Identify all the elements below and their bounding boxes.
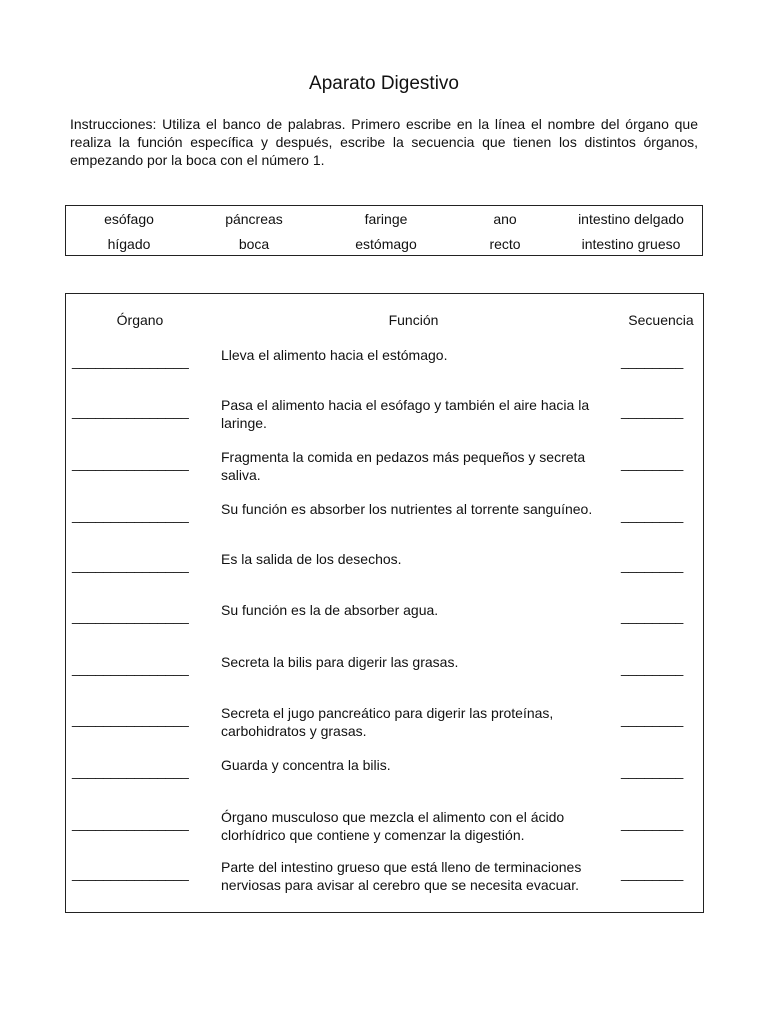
organ-answer-blank[interactable]: _______________	[72, 711, 189, 727]
sequence-answer-blank[interactable]: ________	[621, 711, 684, 727]
page-title: Aparato Digestivo	[309, 73, 459, 94]
function-text: Lleva el alimento hacia el estómago.	[221, 347, 448, 363]
header-sequence: Secuencia	[628, 312, 694, 328]
word-bank-item: ano	[493, 211, 517, 227]
header-organ: Órgano	[116, 312, 164, 328]
organ-answer-blank[interactable]: _______________	[72, 660, 189, 676]
worksheet-table	[65, 293, 704, 913]
word-bank-item: faringe	[364, 211, 408, 227]
organ-answer-blank[interactable]: _______________	[72, 815, 189, 831]
word-bank-item: esófago	[104, 211, 154, 227]
sequence-answer-blank[interactable]: ________	[621, 660, 684, 676]
function-text: Órgano musculoso que mezcla el alimento con el ácido clorhídrico que contiene y comenzar la digestión.	[221, 809, 565, 843]
organ-answer-blank[interactable]: _______________	[72, 455, 189, 471]
word-bank-item: boca	[238, 236, 270, 252]
sequence-answer-blank[interactable]: ________	[621, 403, 684, 419]
word-bank-item: estómago	[355, 236, 417, 252]
function-text: Fragmenta la comida en pedazos más pequeños y secreta saliva.	[221, 449, 586, 483]
function-text: Guarda y concentra la bilis.	[221, 757, 391, 773]
function-text: Su función es absorber los nutrientes al torrente sanguíneo.	[221, 501, 593, 517]
function-text: Secreta la bilis para digerir las grasas.	[221, 654, 459, 670]
sequence-answer-blank[interactable]: ________	[621, 557, 684, 573]
header-function: Función	[388, 312, 439, 328]
sequence-answer-blank[interactable]: ________	[621, 763, 684, 779]
sequence-answer-blank[interactable]: ________	[621, 455, 684, 471]
organ-answer-blank[interactable]: _______________	[72, 865, 189, 881]
sequence-answer-blank[interactable]: ________	[621, 865, 684, 881]
sequence-answer-blank[interactable]: ________	[621, 353, 684, 369]
word-bank-item: páncreas	[225, 211, 283, 227]
word-bank-item: hígado	[107, 236, 151, 252]
function-text: Su función es la de absorber agua.	[221, 602, 439, 618]
organ-answer-blank[interactable]: _______________	[72, 608, 189, 624]
word-bank-item: intestino delgado	[578, 211, 684, 227]
instructions-text: Instrucciones: Utiliza el banco de palabras. Primero escribe en la línea el nombre del órgano que realiza la función específica y después, escribe la secuencia que tienen los distintos órganos, empezando por la boca con el número 1.	[70, 116, 698, 168]
word-bank-item: recto	[489, 236, 521, 252]
function-text: Es la salida de los desechos.	[221, 551, 402, 567]
sequence-answer-blank[interactable]: ________	[621, 608, 684, 624]
function-text: Pasa el alimento hacia el esófago y también el aire hacia la laringe.	[221, 397, 590, 431]
organ-answer-blank[interactable]: _______________	[72, 557, 189, 573]
word-bank-item: intestino grueso	[581, 236, 681, 252]
word-bank	[65, 205, 703, 256]
organ-answer-blank[interactable]: _______________	[72, 403, 189, 419]
organ-answer-blank[interactable]: _______________	[72, 763, 189, 779]
function-text: Parte del intestino grueso que está lleno de terminaciones nerviosas para avisar al cerebro que se necesita evacuar.	[221, 859, 582, 893]
organ-answer-blank[interactable]: _______________	[72, 353, 189, 369]
function-text: Secreta el jugo pancreático para digerir las proteínas, carbohidratos y grasas.	[221, 705, 554, 739]
sequence-answer-blank[interactable]: ________	[621, 507, 684, 523]
organ-answer-blank[interactable]: _______________	[72, 507, 189, 523]
sequence-answer-blank[interactable]: ________	[621, 815, 684, 831]
